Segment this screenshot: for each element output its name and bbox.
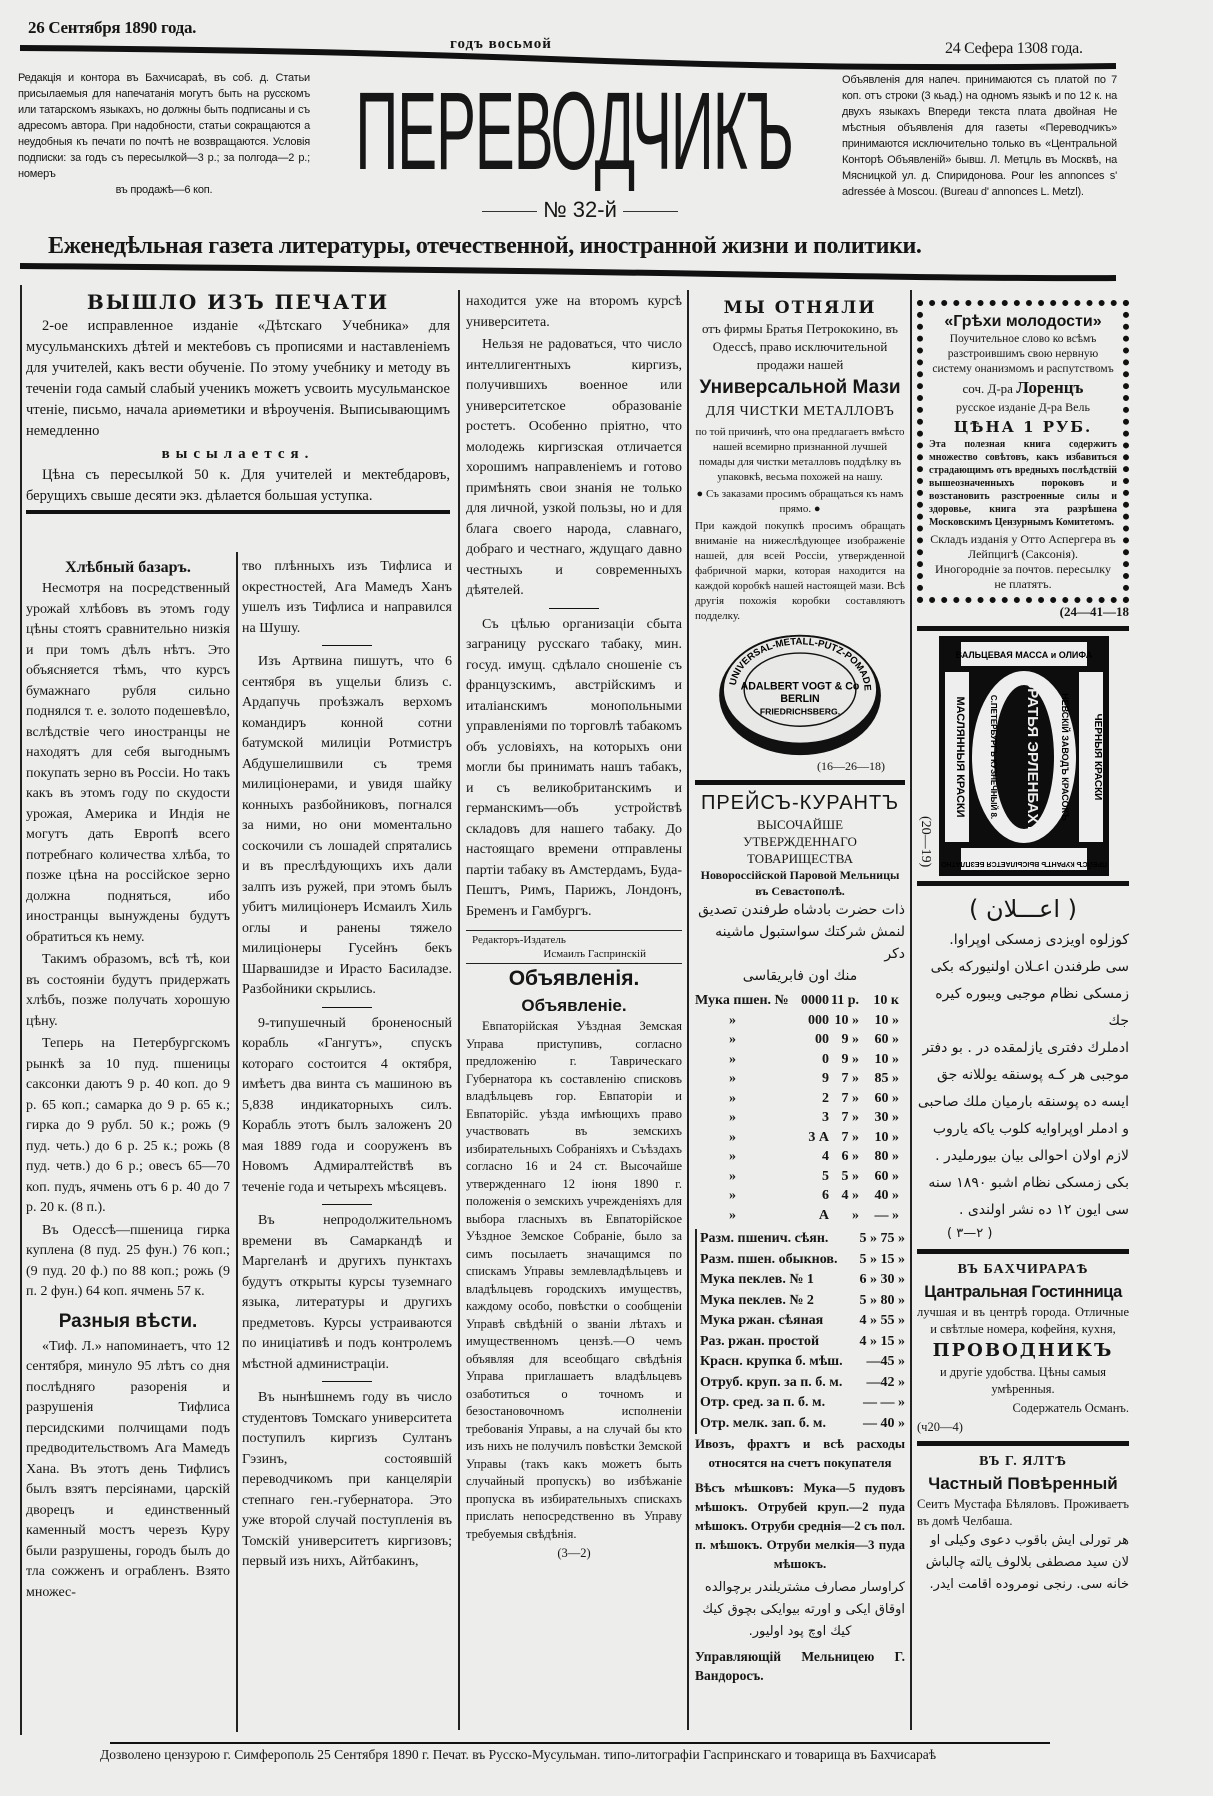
product-name: Красн. крупка б. мѣш.	[700, 1354, 843, 1369]
flour-kop: — »	[874, 1207, 899, 1223]
flour-price-row	[695, 1069, 905, 1089]
editor-name: Исмаилъ Гаспринскій	[543, 948, 646, 960]
paint-ad-code: (20—19)	[918, 816, 933, 868]
flour-label: »	[729, 1207, 736, 1223]
book-ad-desc: Поучительное слово ко всѣмъ разстроившимъ свою нервную систему онанизмомъ и распутствомъ	[932, 333, 1114, 375]
flour-price-row	[695, 1089, 905, 1109]
flour-kop: 10 к	[873, 993, 899, 1008]
flour-grade: А	[818, 1207, 829, 1223]
article-paragraph: Въ Одессѣ—пшеница гирка куплена (8 пуд. 25 фун.) 76 коп.; (9 пуд. 20 ф.) по 88 коп.; рожь (9 п. 2 фун.) 64 коп. ячмень 57 к.	[26, 1222, 230, 1299]
flour-rub: 7 »	[841, 1071, 859, 1086]
date-left: 26 Сентября 1890 года.	[28, 18, 197, 37]
section-rule	[26, 510, 450, 514]
separator	[322, 1381, 372, 1382]
grain-market-heading: Хлѣбный базаръ.	[65, 559, 191, 576]
polish-ad-notice: При каждой покупкѣ просимъ обращать вниманіе на нижеслѣдующее изображеніе нашей, для всей Россіи, утвержденной фабричной марки, которая находится на каждой коробкѣ нашей настоящей мази. Всѣ другія похожія коробки составляютъ подделку.	[695, 520, 905, 622]
flour-kop: 80 »	[874, 1149, 899, 1164]
tin-code: (16—26—18)	[817, 759, 885, 773]
flour-label: »	[729, 1051, 736, 1067]
other-price-table	[695, 1229, 905, 1434]
polish-ad-product: Универсальной Мази	[699, 377, 901, 398]
flour-price-row	[695, 1030, 905, 1050]
lawyer-ad	[917, 1451, 1129, 1596]
section-rule	[917, 881, 1129, 886]
column-3	[466, 292, 682, 1563]
separator	[549, 608, 599, 609]
arabic-line: موجبى هر كـه پوسنقه يوللانه جق	[936, 1067, 1129, 1083]
book-ad-post: Иногородніе за почтов. пересылку не платятъ.	[935, 562, 1111, 591]
subtitle: Еженедѣльная газета литературы, отечественной, иностранной жизни и политики.	[48, 233, 922, 259]
arabic-line: بكى زمسكى نظام اشبو ١٨٩٠ سنه	[928, 1175, 1129, 1191]
column-divider	[687, 290, 689, 1730]
column-5	[917, 300, 1129, 1596]
column-4	[695, 296, 905, 1685]
polish-ad-product-sub: ДЛЯ ЧИСТКИ МЕТАЛЛОВЪ	[705, 404, 895, 419]
product-name: Отруб. круп. за п. б. м.	[700, 1374, 843, 1390]
tin-place: FRIEDRICHSBERG.	[759, 706, 840, 717]
flour-rub: 11 р.	[830, 993, 859, 1008]
product-name: Мука пеклев. № 1	[700, 1272, 814, 1287]
arabic-line: سى طرفندن اعـلان اولنيوركه بكى	[930, 959, 1129, 975]
freight-note: Ивозъ, фрахтъ и всѣ расходы относятся на счетъ покупателя	[695, 1436, 905, 1470]
product-price-row	[700, 1414, 905, 1435]
ads-heading: Объявленія.	[508, 967, 640, 990]
product-price: 5 » 15 »	[859, 1251, 905, 1267]
flour-rub: 4 »	[841, 1188, 859, 1203]
hotel-city: ВЪ БАХЧИРАРАѢ	[957, 1262, 1089, 1277]
flour-rub: 7 »	[841, 1110, 859, 1125]
lawyer-arabic: هر تورلى ايش باقوب دعوى وكيلى او	[930, 1533, 1129, 1548]
year-label: годъ восьмой	[450, 36, 552, 52]
flour-grade: 6	[822, 1188, 829, 1203]
price-list-arabic: منك اون فابريقاسى	[742, 968, 858, 984]
flour-price-row	[695, 1128, 905, 1148]
separator	[322, 1204, 372, 1205]
price-list-company: Новороссійской Паровой Мельницы въ Севастополѣ.	[700, 868, 900, 898]
flour-grade: 2	[822, 1090, 829, 1106]
polish-ad-heading: МЫ ОТНЯЛИ	[723, 298, 877, 318]
flour-kop: 10 »	[874, 1051, 899, 1067]
article-paragraph: Нельзя не радоваться, что число интеллигентныхъ киргизъ, получившихъ военное или университетское образованіе ростетъ. Особенно пріятно, что молодежь киргизская отличается хорошимъ направленіемъ и готово примѣнять свои знанія не только для личной, узкой пользы, но и для блага своего народа, славнаго, добраго и честнаго, ждущаго давно честныхъ и современныхъ дѣятелей.	[466, 337, 682, 598]
paint-bottom-text: ПРЕЙСЪ КУРАНТЪ ВЫСЫЛАЕТСЯ БЕЗПЛАТНО	[941, 860, 1107, 867]
product-price: —42 »	[866, 1374, 905, 1390]
price-list-arabic: ذات حضرت بادشاه طرفندن تصديق	[698, 902, 905, 918]
book-ad-code: (24—41—18	[1059, 604, 1129, 619]
flour-label: »	[729, 1071, 736, 1086]
price-list-arabic: لنمش شركتك سواستبول ماشينه دكر	[715, 924, 905, 962]
product-price-row	[700, 1332, 905, 1353]
section-rule	[695, 780, 905, 785]
price-list	[695, 790, 905, 1685]
arabic-line: سى ايون ١٢ ده نشر اولندى .	[958, 1202, 1129, 1218]
article-paragraph: 9-типушечный броненосный корабль «Гангутъ», спускъ котораго состоится 4 октября, имѣетъ два винта съ машиною въ 5,838 индикаторныхъ силъ. Корабль этотъ былъ заложенъ 20 мая 1889 года и сооруженъ въ Новомъ Адмиралтействѣ въ теченіе года и четырехъ мѣсяцевъ.	[242, 1015, 452, 1195]
flour-price-row	[695, 1147, 905, 1167]
flour-grade: 5	[822, 1168, 829, 1184]
paint-ad-image	[939, 636, 1109, 876]
flour-kop: 40 »	[874, 1188, 899, 1203]
column-2	[242, 557, 452, 1575]
flour-rub: 10 »	[834, 1012, 859, 1028]
section-rule	[917, 1441, 1129, 1446]
product-price: 5 » 75 »	[859, 1231, 905, 1246]
announcement-heading: ВЫШЛО ИЗЪ ПЕЧАТИ	[86, 290, 390, 314]
ornament-left	[482, 211, 537, 212]
hotel-name: Цантральная Гостинница	[924, 1283, 1122, 1301]
weights-arabic: كراوسار مصارف مشتريلندر برچوالده	[704, 1580, 905, 1595]
book-author-prefix: соч. Д-ра	[962, 381, 1013, 396]
product-price: 4 » 55 »	[859, 1313, 905, 1328]
book-ad	[917, 300, 1129, 603]
flour-grade: 9	[822, 1071, 829, 1086]
arabic-line: زمسكى نظام موجبى ويبوره كيره جك	[935, 986, 1129, 1029]
flour-grade: 3 А	[808, 1129, 829, 1145]
article-paragraph: «Тиф. Л.» напоминаетъ, что 12 сентября, минуло 95 лѣтъ со дня послѣдняго разоренія и разрушенія Тифлиса персидскими полчищами подъ предводительствомъ Ага Мамедъ Хана. Въ этотъ день Тифлисъ былъ взятъ персіянами, царскій дворецъ и единственный каменный мостъ черезъ Куру были разрушены, городъ былъ до тла сожженъ и ограбленъ. Взято множес-	[26, 1338, 230, 1600]
section-rule	[917, 626, 1129, 631]
product-price: — 40 »	[863, 1415, 905, 1431]
flour-price-row	[695, 1011, 905, 1031]
editorial-notice-text: Редакція и контора въ Бахчисараѣ, въ соб. д. Статьи присылаемыя для напечатанія могутъ быть на русскомъ или татарскомъ языкахъ, но должны быть подписаны и съ адресомъ автора. При надобности, статьи сокращаются а неудобныя къ печати по почтѣ не возвращаются. Условія подписки: за годъ съ пересылкой—3 р.; за полгода—2 р.; номеръ	[18, 72, 310, 180]
issue-number	[440, 196, 720, 224]
flour-rub: 7 »	[841, 1090, 859, 1106]
newspaper-title: ПЕРЕВОДЧИКЪ	[355, 70, 793, 194]
column-divider	[910, 290, 912, 1730]
article-paragraph: Несмотря на посредственный урожай хлѣбовъ въ этомъ году цѣны стоятъ сравнительно низкія и при томъ дѣлъ нѣтъ. Это объясняется тѣмъ, что курсъ бумажнаго рубля сильно поднялся т. е. золото подешевѣло, вслѣдствіе чего иностранцы не находятъ для себя выгоднымъ покупать зерно въ Россіи. Но такъ какъ въ этомъ году по скудости урожая, Америка и Индія не могутъ дать Европѣ всего потребнаго количества хлѣба, то позже цѣна на россійское зерно должна подняться, ибо иностранцы вынуждены будутъ обратиться къ нему.	[26, 581, 230, 945]
ad-title: Объявленіе.	[521, 996, 627, 1015]
announcement-price: Цѣна съ пересылкой 50 к. Для учителей и мектебдаровъ, берущихъ свыше десяти экз. дѣлается большая уступка.	[26, 467, 450, 504]
flour-price-row	[695, 1050, 905, 1070]
flour-grade: 3	[822, 1110, 829, 1125]
flour-label: »	[729, 1168, 736, 1184]
flour-label: »	[729, 1129, 736, 1145]
product-price-row	[700, 1229, 905, 1250]
book-ad-edition: русское изданіе Д-ра Вель	[956, 400, 1090, 414]
weights-arabic: كيك اوچ پود اوليور.	[748, 1624, 852, 1639]
zemstvo-ad	[466, 964, 682, 1563]
product-name: Мука ржан. сѣяная	[700, 1313, 824, 1328]
column-divider	[458, 290, 460, 1730]
censorship-footer: Дозволено цензурою г. Симферополь 25 Сентября 1890 г. Печат. въ Русско-Мусульман. типо-литографіи Гаспринскаго и товарища въ Бахчисараѣ	[100, 1747, 937, 1762]
flour-kop: 60 »	[874, 1168, 899, 1184]
book-announcement	[26, 288, 450, 514]
article-paragraph: Теперь на Петербургскомъ рынкѣ за 10 пуд. пшеницы саксонки даютъ 9 р. 40 коп. до 9 р. 65 коп.; самарка до 9 р. 65 к.; гирка до 9 рубл. 50 к.; рожь (9 пуд. четь.) до 6 р. 25 к.; рожь (8 пуд. четв.) до 6 р.; овесъ 65—70 коп. пудъ, ячмень отъ 6 р. 40 до 7 р. 20 к. (8 п.).	[26, 1036, 230, 1215]
book-author: Лоренцъ	[1016, 378, 1084, 397]
tin-city: BERLIN	[779, 693, 820, 706]
hotel-desc: лучшая и въ центрѣ города. Отличные и свѣтлые номера, кофейня, кухня,	[917, 1305, 1129, 1336]
polish-tin-image	[713, 628, 888, 758]
flour-label: »	[729, 1012, 736, 1028]
hotel-ad	[917, 1259, 1129, 1436]
weights-arabic: اوقاق ايكى و اورته بيوايكى بچوق كيك	[702, 1602, 905, 1617]
article-paragraph: Съ цѣлью организаціи сбыта заграницу русскаго табаку, мин. госуд. имущ. сдѣлало сношеніе съ французскимъ, австрійскимъ и италіанскимъ монопольными управленіями по торговлѣ табакомъ объ условіяхъ, на которыхъ они могли бы принимать нашъ табакъ, и съ великобританскимъ и германскимъ—объ устройствѣ складовъ для нашего табаку. До настоящаго времени отправлены партіи табаку въ Амстердамъ, Буда-Пештъ, Римъ, Парижъ, Лондонъ, Бременъ и Гамбургъ.	[466, 616, 682, 919]
flour-price-row	[695, 1186, 905, 1206]
announcement-body: 2-ое исправленное изданіе «Дѣтскаго Учебника» для мусульманскихъ дѣтей и мектебовъ съ прописями и наставленіемъ для учителей, какъ вести обученіе. По этому учебнику и методу въ теченіи года самый слабый ученикъ можетъ усвоить мусульманское чтеніе, письмо, начала ариѳметики и вѣроученія. Выписывающимъ немедленно	[26, 318, 450, 439]
article-paragraph: Такимъ образомъ, всѣ тѣ, кои въ состояніи будутъ придержать хлѣбъ, позже получать хорошую цѣну.	[26, 952, 230, 1029]
editorial-notice-price: въ продажѣ—6 коп.	[115, 184, 213, 196]
flour-kop: 60 »	[874, 1032, 899, 1047]
ad-code: (3—2)	[557, 1546, 591, 1560]
flour-price-row	[695, 1167, 905, 1187]
lawyer-desc: Сеитъ Мустафа Бѣляловъ. Проживаетъ въ домѣ Челбаша.	[917, 1497, 1129, 1528]
paint-ad	[917, 636, 1129, 876]
product-price: —45 »	[866, 1354, 905, 1369]
polish-ad-intro: отъ фирмы Братья Петрококино, въ Одессѣ, право исключительной продажи нашей	[701, 321, 899, 372]
tin-ring-text: UNIVERSAL-METALL-PUTZ-POMADE	[727, 636, 873, 692]
flour-label: »	[729, 1188, 736, 1203]
various-news-heading: Разныя вѣсти.	[58, 1310, 198, 1332]
flour-label: »	[729, 1090, 736, 1106]
date-right: 24 Сефера 1308 года.	[945, 40, 1083, 57]
book-ad-body: Эта полезная книга содержитъ множество совѣтовъ, какъ избавиться страдающимъ отъ вредныхъ послѣдствій вышеозначенныхъ пороковъ и возстановить разстроенные силы и здоровье, книга эта разрѣшена Московскимъ Цензурнымъ Комитетомъ.	[929, 439, 1117, 528]
separator	[322, 645, 372, 646]
article-paragraph: Въ нынѣшнемъ году въ число студентовъ Томскаго университета поступилъ киргизъ Султанъ Гэзинъ, состоявшій переводчикомъ при канцеляріи степнаго ген.-губернатора. Это уже второй случай поступленія въ Томскій университетъ киргизовъ; первый изъ нихъ, Айтбакинъ,	[242, 1390, 452, 1569]
book-ad-price: ЦѢНА 1 РУБ.	[953, 418, 1093, 436]
flour-price-row	[695, 1108, 905, 1128]
flour-grade: 00	[815, 1032, 829, 1047]
polish-ad-orders: ● Съ заказами просимъ обращаться къ намъ прямо. ●	[696, 488, 904, 515]
flour-kop: 30 »	[874, 1110, 899, 1125]
price-list-subtitle: ВЫСОЧАЙШЕ УТВЕРЖДЕННАГО ТОВАРИЩЕСТВА	[743, 817, 857, 866]
product-price: 5 » 80 »	[859, 1292, 905, 1308]
flour-price-row	[695, 991, 905, 1011]
lawyer-arabic: خانه سى. رنجى نومروده اقامت ايدر.	[929, 1577, 1129, 1592]
flour-price-row	[695, 1206, 905, 1226]
separator	[322, 1007, 372, 1008]
product-price: 4 » 15 »	[859, 1333, 905, 1349]
hotel-more: и другіе удобства. Цѣны самыя умѣренныя.	[939, 1365, 1107, 1396]
arabic-line: و ادملر اوپراوايه كلوب ياكه ياروب	[932, 1121, 1129, 1137]
mill-manager: Управляющій Мельницею Г. Вандоросъ.	[695, 1649, 905, 1683]
flour-label: Мука пшен. №	[695, 993, 789, 1008]
product-price: 6 » 30 »	[859, 1272, 905, 1287]
book-ad-store: Складъ изданія у Отто Аспергера въ Лейпцигѣ (Саксонія).	[930, 532, 1116, 561]
paint-top-text: ВАЛЬЦЕВАЯ МАССА и ОЛИФА	[955, 650, 1093, 660]
product-name: Мука пеклев. № 2	[700, 1292, 814, 1308]
column-1	[26, 557, 230, 1605]
flour-kop: 85 »	[874, 1071, 899, 1086]
product-name: Разм. пшенич. сѣян.	[700, 1231, 829, 1246]
arabic-code: ( ٢—٣ )	[947, 1226, 993, 1241]
lawyer-arabic: لان سيد مصطفى بلالوف يالته چالباش	[925, 1555, 1129, 1570]
product-price-row	[700, 1250, 905, 1271]
editor-box	[466, 930, 682, 964]
flour-rub: 6 »	[841, 1149, 859, 1164]
column-divider	[236, 552, 238, 1732]
flour-label: »	[729, 1110, 736, 1125]
editorial-notice	[18, 70, 310, 198]
flour-rub: 5 »	[841, 1168, 859, 1184]
product-price-row	[700, 1373, 905, 1394]
hotel-code: (ч20—4)	[917, 1420, 963, 1434]
flour-kop: 10 »	[874, 1012, 899, 1028]
ad-body: Евпаторійская Уѣздная Земская Управа приступивъ, согласно предложенію г. Таврическаго Губернатора къ составленію списковъ владѣльцевъ гор. Евпаторіи и Евпаторійс. уѣзда имѣющихъ право участвовать въ земскихъ избирательныхъ Собраніяхъ и Съѣздахъ согласно 16 и 24 ст. Высочайше утвержденнаго 12 іюня 1890 г. положенія о земскихъ учрежденіяхъ для выбора гласныхъ въ Евпаторійское Уѣздное Земское Собраніе, было за симъ посылаетъ значащимся по спискамъ Управы землевладѣльцевъ и владѣльцевъ городскихъ имуществъ, каждому особо, повѣстки о сообщеніи Управѣ свѣдѣній о званіи лѣтахъ и имущественномъ цензѣ.—О чемъ объявляя для всеобщаго свѣдѣнія Управа приглашаетъ владѣльцевъ озаботиться о точномъ и безостановочномъ исполненіи требованія Управы, а на случай бы кто изъ нихъ не получилъ повѣстки Земской Управы (такъ какъ можетъ быть случайный пропускъ) во избѣжаніе пропуска въ избирательныхъ спискахъ прислать непосредственно въ Управу требуемыя свѣдѣнія.	[466, 1019, 682, 1541]
book-ad-author	[929, 377, 1117, 399]
article-paragraph: тво плѣнныхъ изъ Тифлиса и окрестностей, Ага Мамедъ Ханъ ушелъ изъ Тифлиса и направился на Шушу.	[242, 559, 452, 636]
ads-notice: Объявленія для напеч. принимаются съ платой по 7 коп. отъ строки (3 кьад.) на одномъ языкѣ и по 12 к. на двухъ языкахъ Впереди текста плата двойная Не мѣстныя объявленія для газеты «Переводчикъ» принимаются исключительно только въ «Центральной Конторѣ Объявленій» бывш. Л. Метцль въ Москвѣ, на Мясницкой ул. д. Спиридонова. Pour les annonces s' adressée à Moscou. (Bureau d' annonces L. Metzl).	[842, 74, 1117, 198]
product-name: Раз. ржан. простой	[700, 1333, 820, 1349]
product-name: Разм. пшен. обыкнов.	[700, 1251, 838, 1267]
product-name: Отр. мелк. зап. б. м.	[700, 1415, 826, 1431]
tin-brand: ADALBERT VOGT & Co	[740, 680, 859, 693]
editor-label: Редакторъ-Издатель	[472, 934, 566, 946]
arabic-heading: ( اعـــلان )	[968, 895, 1077, 923]
arabic-line: كوزلوه اويزدى زمسكى اوپراوا.	[949, 932, 1129, 948]
flour-grade: 0	[822, 1051, 829, 1067]
footer-rule	[110, 1742, 1050, 1744]
column-divider	[20, 285, 22, 1735]
article-paragraph: находится уже на второмъ курсѣ университета.	[466, 294, 682, 330]
flour-kop: 10 »	[874, 1129, 899, 1145]
flour-label: »	[729, 1149, 736, 1164]
flour-rub: 9 »	[841, 1051, 859, 1067]
paint-city: С.ПЕТЕРБУРГЪ КУЗНЕЧНЫЙ 8.	[989, 694, 998, 820]
weights-note: Вѣсъ мѣшковъ: Мука—5 пудовъ мѣшокъ. Отрубей круп.—2 пуда мѣшокъ. Отруби среднія—2 съ пол. п. мѣшокъ. Отруби мелкія—3 пуда мѣшокъ.	[695, 1480, 906, 1571]
flour-grade: 4	[822, 1149, 829, 1164]
article-paragraph: Въ непродолжительномъ времени въ Самаркандѣ и Маргеланѣ и другихъ пунктахъ будутъ открыты курсы туземнаго языка, литературы и другихъ предметовъ. Курсы устраиваются по иниціативѣ и подъ контролемъ мѣстной администраціи.	[242, 1213, 452, 1372]
product-price-row	[700, 1291, 905, 1312]
flour-grade: 000	[808, 1012, 829, 1028]
arabic-body	[917, 927, 1129, 1224]
book-ad-title: «Грѣхи молодости»	[944, 313, 1102, 330]
issue-number-text: № 32-й	[543, 197, 617, 222]
flour-label: »	[729, 1032, 736, 1047]
product-name: Отр. сред. за п. б. м.	[700, 1395, 826, 1410]
hotel-guides: ПРОВОДНИКЪ	[932, 1340, 1114, 1361]
flour-price-table	[695, 991, 905, 1225]
paint-right-text: ЧЕРНЫЯ КРАСКИ	[1092, 713, 1103, 801]
flour-rub: 7 »	[841, 1129, 859, 1145]
paint-brand: БРАТЬЯ ЭРЛЕНБАХЪ	[1024, 677, 1041, 837]
product-price-row	[700, 1311, 905, 1332]
flour-rub: 9 »	[841, 1032, 859, 1047]
orders-text: Съ заказами просимъ обращаться къ намъ прямо.	[705, 488, 904, 515]
product-price-row	[700, 1393, 905, 1414]
announcement-sent: высылается.	[161, 446, 315, 462]
paint-left-text: МАСЛЯННЫЯ КРАСКИ	[954, 696, 966, 818]
ornament-right	[623, 211, 678, 212]
product-price-row	[700, 1270, 905, 1291]
lawyer-title: Частный Повѣренный	[928, 1474, 1118, 1493]
article-paragraph: Изъ Артвина пишутъ, что 6 сентября въ ущельи близъ с. Ардапучь проѣзжалъ верхомъ командиръ конной сотни батумской милиціи Ротмистръ Абдушелишвили съ тремя милиціонерами, и увидя шайку конныхъ разбойниковъ, погнался за ними, но они моментально соскочили съ лошадей спрятались и въ преслѣдующихъ ихъ дали залпъ изъ ружей, при этомъ былъ убитъ милиціонеръ Исмаилъ Хиль оглы и ранены тяжело милиціонеры Гусейнъ бекъ Шарвашидзе и Ирасто Басиладзе. Разбойники скрылись.	[242, 654, 452, 997]
price-list-title: ПРЕЙСЪ-КУРАНТЪ	[700, 792, 900, 814]
lawyer-city: ВЪ Г. ЯЛТѢ	[979, 1454, 1067, 1469]
paint-factory: НЕВСКІЙ ЗАВОДЪ КРАСОКЪ	[1060, 693, 1070, 821]
arabic-line: لازم اولان احوالى بيان بيورمليدر .	[935, 1148, 1129, 1164]
section-rule	[917, 1249, 1129, 1254]
flour-grade: 0000	[801, 993, 829, 1008]
masthead-bottom-rule	[18, 260, 1118, 286]
hotel-owner: Содержатель Османъ.	[1012, 1401, 1129, 1415]
polish-ad-reason: по той причинѣ, что она предлагаетъ вмѣсто нашей всемирно признанной лучшей помады для чистки металловъ поддѣлку въ упаковкѣ, весьма похожей на нашу.	[695, 426, 905, 483]
arabic-line: ايسه ده پوسنقه بارميان ملك صاحبى	[917, 1094, 1129, 1110]
arabic-announcement	[917, 891, 1129, 1244]
product-price: — — »	[863, 1395, 905, 1410]
flour-rub: »	[852, 1207, 859, 1223]
arabic-line: ادملرك دفترى يازلمقده در . بو دفتر	[922, 1040, 1129, 1056]
product-price-row	[700, 1352, 905, 1373]
flour-kop: 60 »	[874, 1090, 899, 1106]
